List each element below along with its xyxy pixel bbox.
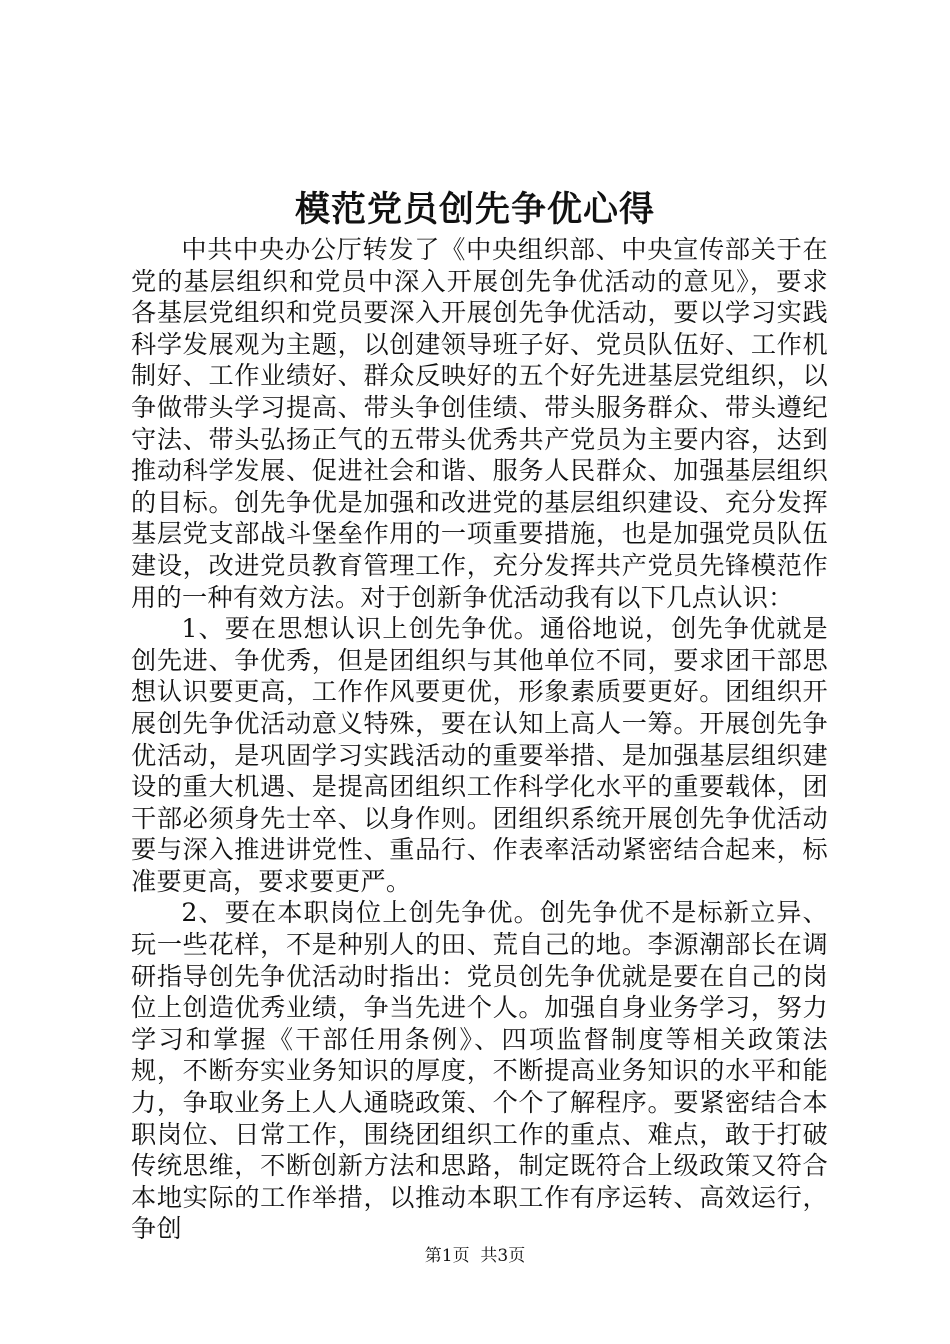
page-footer bbox=[0, 1244, 950, 1268]
page-number: 第1页 bbox=[424, 1246, 470, 1266]
footer-spacer bbox=[470, 1246, 481, 1266]
paragraph-point-2: 2、要在本职岗位上创先争优。创先争优不是标新立异、玩一些花样，不是种别人的田、荒自己的地。李源潮部长在调研指导创先争优活动时指出：党员创先争优就是要在自己的岗位上创造优秀业绩，争当先进个人。加强自身业务学习，努力学习和掌握《干部任用条例》、四项监督制度等相关政策法规，不断夯实业务知识的厚度，不断提高业务知识的水平和能力，争取业务上人人通晓政策、个个了解程序。要紧密结合本职岗位、日常工作，围绕团组织工作的重点、难点，敢于打破传统思维，不断创新方法和思路，制定既符合上级政策又符合本地实际的工作举措，以推动本职工作有序运转、高效运行，争创 bbox=[131, 898, 828, 1244]
paragraph-intro: 中共中央办公厅转发了《中央组织部、中央宣传部关于在党的基层组织和党员中深入开展创先争优活动的意见》，要求各基层党组织和党员要深入开展创先争优活动，要以学习实践科学发展观为主题，以创建领导班子好、党员队伍好、工作机制好、工作业绩好、群众反映好的五个好先进基层党组织，以争做带头学习提高、带头争创佳绩、带头服务群众、带头遵纪守法、带头弘扬正气的五带头优秀共产党员为主要内容，达到推动科学发展、促进社会和谐、服务人民群众、加强基层组织的目标。创先争优是加强和改进党的基层组织建设、充分发挥基层党支部战斗堡垒作用的一项重要措施，也是加强党员队伍建设，改进党员教育管理工作，充分发挥共产党员先锋模范作用的一种有效方法。对于创新争优活动我有以下几点认识： bbox=[131, 235, 828, 612]
page-total: 共3页 bbox=[480, 1246, 526, 1266]
document-title: 模范党员创先争优心得 bbox=[294, 189, 655, 230]
paragraph-point-1: 1、要在思想认识上创先争优。通俗地说，创先争优就是创先进、争优秀，但是团组织与其他单位不同，要求团干部思想认识要更高，工作作风要更优，形象素质要更好。团组织开展创先争优活动意义特殊，要在认知上高人一筹。开展创先争优活动，是巩固学习实践活动的重要举措、是加强基层组织建设的重大机遇、是提高团组织工作科学化水平的重要载体，团干部必须身先士卒、以身作则。团组织系统开展创先争优活动要与深入推进讲党性、重品行、作表率活动紧密结合起来，标准要更高，要求要更严。 bbox=[131, 614, 828, 896]
document-body bbox=[131, 234, 828, 1245]
